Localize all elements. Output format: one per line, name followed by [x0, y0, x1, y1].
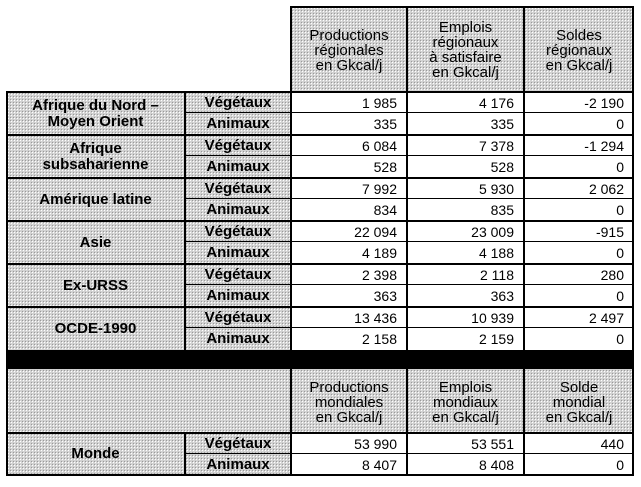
header-text: Productions [309, 378, 389, 396]
value-emplois: 23 009 [471, 223, 514, 240]
region-label [6, 264, 185, 307]
region-name-line: subsaharienne [42, 155, 149, 173]
value-solde: 2 497 [588, 309, 624, 326]
grid-line [185, 327, 634, 328]
value-solde: -2 190 [584, 94, 624, 111]
grid-line [185, 241, 634, 242]
type-label-vegetaux: Végétaux [185, 135, 291, 156]
value-production: 4 189 [361, 245, 397, 261]
type-label-vegetaux: Végétaux [185, 92, 291, 113]
region-name-line: Afrique du Nord – [32, 96, 159, 114]
header-text: en Gkcal/j [315, 408, 383, 426]
region-name-line: OCDE-1990 [54, 319, 137, 337]
header-text: en Gkcal/j [545, 56, 613, 74]
value-emplois: 2 118 [480, 266, 514, 283]
value-production: 363 [373, 288, 397, 304]
world-label: Monde [6, 433, 185, 475]
grid-line [632, 369, 634, 476]
value-production: 13 436 [354, 309, 397, 326]
grid-line [6, 263, 634, 265]
region-name-line: Moyen Orient [47, 112, 144, 130]
type-label-animaux: Animaux [185, 242, 291, 264]
header-text: en Gkcal/j [432, 64, 499, 81]
value-production: 22 094 [354, 223, 397, 240]
value-production: 8 407 [361, 456, 397, 473]
type-label-vegetaux: Végétaux [185, 221, 291, 242]
value-emplois: 363 [490, 288, 514, 304]
region-name-line: Afrique [69, 139, 122, 157]
header-text: Soldes [556, 26, 602, 44]
grid-line [185, 155, 634, 156]
header-text: Emplois [438, 19, 493, 36]
value-solde: 0 [616, 456, 624, 473]
value-production: 335 [373, 116, 397, 132]
grid-line [632, 6, 634, 351]
grid-line [184, 91, 186, 351]
type-label-animaux: Animaux [185, 285, 291, 307]
value-emplois: 53 551 [471, 435, 514, 452]
grid-line [185, 112, 634, 113]
value-production: 528 [373, 159, 397, 175]
header-emplois-regionaux [407, 6, 524, 92]
header-text: en Gkcal/j [432, 408, 499, 426]
value-production: 7 992 [361, 180, 397, 197]
region-name-line: Amérique latine [39, 190, 152, 208]
grid-line [523, 369, 525, 476]
value-production: 53 990 [354, 435, 397, 452]
value-solde: 2 062 [588, 180, 624, 197]
value-solde: 440 [600, 435, 624, 452]
grid-line [185, 284, 634, 285]
grid-line [184, 432, 186, 476]
value-solde: -1 294 [584, 137, 624, 154]
grid-line [185, 453, 634, 454]
grid-line [6, 369, 8, 476]
header-text: régionaux [546, 41, 612, 59]
grid-line [6, 91, 634, 93]
header-blank-shaded [6, 369, 291, 433]
type-label-animaux: Animaux [185, 113, 291, 135]
value-production: 834 [373, 202, 397, 218]
header-emplois-mondiaux [407, 369, 524, 433]
grid-line [6, 432, 634, 434]
header-text: mondial [552, 393, 606, 411]
header-text: mondiaux [432, 393, 499, 411]
region-label [6, 307, 185, 350]
value-solde: 0 [616, 245, 624, 261]
value-solde: 0 [616, 116, 624, 132]
value-emplois: 4 188 [478, 245, 514, 261]
header-productions-regionales [291, 6, 407, 92]
grid-line [290, 369, 292, 476]
header-text: Emplois [438, 378, 493, 396]
header-text: mondiales [314, 393, 384, 411]
header-text: Productions [309, 26, 389, 44]
region-label [6, 135, 185, 178]
value-emplois: 10 939 [471, 309, 514, 326]
value-emplois: 335 [490, 116, 514, 132]
value-emplois: 5 930 [478, 180, 514, 197]
grid-line [6, 220, 634, 222]
value-solde: -915 [595, 223, 624, 240]
grid-line [290, 6, 292, 351]
value-emplois: 2 159 [478, 331, 514, 347]
value-solde: 0 [616, 159, 624, 175]
value-production: 2 158 [361, 331, 397, 347]
grid-line [6, 306, 634, 308]
header-text: à satisfaire [429, 49, 502, 66]
type-label-vegetaux: Végétaux [185, 264, 291, 285]
type-label-vegetaux: Végétaux [185, 307, 291, 328]
value-solde: 280 [600, 266, 624, 283]
region-name-line: Ex-URSS [62, 276, 129, 294]
value-emplois: 7 378 [478, 137, 514, 154]
type-label-vegetaux: Végétaux [185, 433, 291, 454]
grid-line [6, 177, 634, 179]
region-name-line: Asie [79, 233, 112, 251]
grid-line [6, 474, 634, 476]
value-solde: 0 [616, 288, 624, 304]
grid-line [185, 198, 634, 199]
value-production: 6 084 [361, 137, 397, 154]
value-solde: 0 [616, 202, 624, 218]
header-text: régionaux [432, 34, 499, 51]
header-text: régionales [314, 41, 384, 59]
value-emplois: 4 176 [478, 94, 514, 111]
grid-line [523, 6, 525, 351]
header-productions-mondiales [291, 369, 407, 433]
grid-line [291, 6, 634, 8]
header-solde-mondial [524, 369, 634, 433]
header-text: Solde [559, 378, 599, 396]
value-production: 1 985 [361, 94, 397, 111]
value-emplois: 835 [490, 202, 514, 218]
region-label [6, 178, 185, 221]
region-label [6, 221, 185, 264]
type-label-animaux: Animaux [185, 454, 291, 475]
header-soldes-regionaux [524, 6, 634, 92]
region-label [6, 92, 185, 135]
type-label-animaux: Animaux [185, 156, 291, 178]
type-label-animaux: Animaux [185, 328, 291, 350]
grid-line [6, 134, 634, 136]
grid-line [406, 6, 408, 351]
type-label-animaux: Animaux [185, 199, 291, 221]
value-production: 2 398 [361, 266, 397, 283]
grid-line [6, 91, 8, 351]
value-emplois: 8 408 [478, 456, 514, 473]
value-solde: 0 [616, 331, 624, 347]
value-emplois: 528 [490, 159, 514, 175]
header-text: en Gkcal/j [315, 56, 383, 74]
separator-band [6, 350, 634, 369]
header-text: en Gkcal/j [545, 408, 613, 426]
type-label-vegetaux: Végétaux [185, 178, 291, 199]
grid-line [406, 369, 408, 476]
